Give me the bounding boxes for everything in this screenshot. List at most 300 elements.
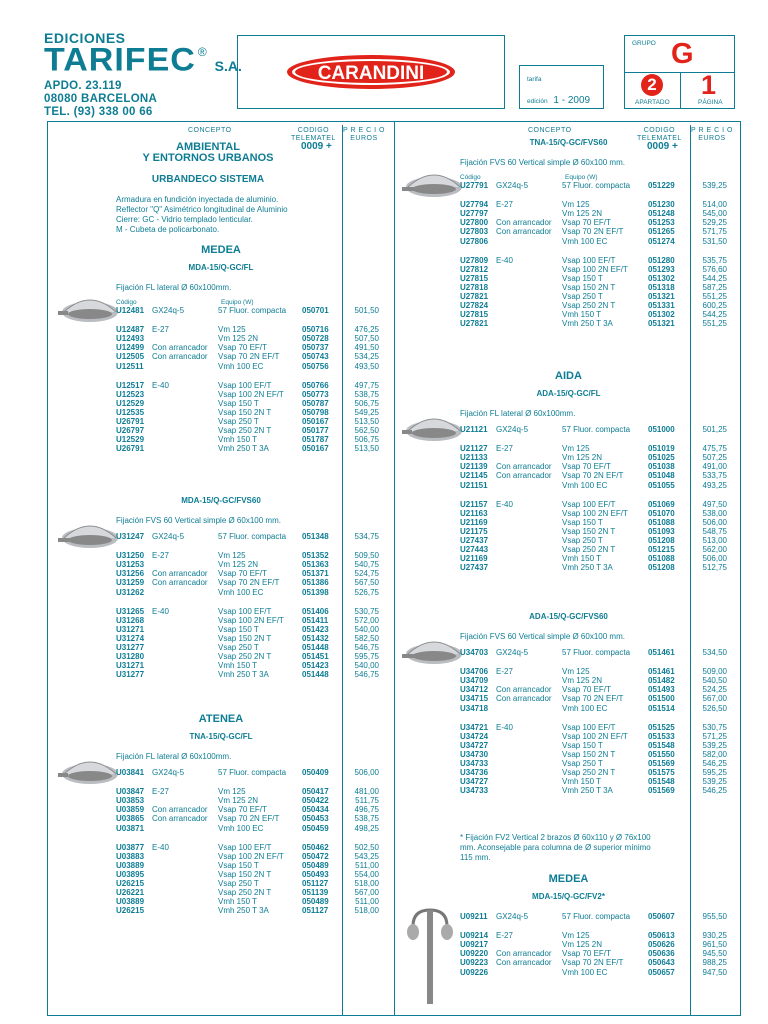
product-code: U31271 (116, 624, 145, 634)
table-row (395, 759, 742, 768)
price: 481,00 (354, 787, 379, 797)
product-code: U03847 (116, 787, 145, 797)
col-header-precio: P R E C I O EUROS (343, 127, 385, 142)
product-code: U31247 (116, 532, 145, 541)
table-row (48, 334, 394, 343)
equipment: Vsap 100 EF/T (218, 380, 272, 390)
product-code: U21157 (460, 499, 488, 509)
equipment: Vsap 70 EF/T (218, 343, 267, 353)
table-row (395, 292, 742, 301)
table-row (395, 931, 742, 940)
product-code: U31259 (116, 578, 145, 588)
lamp-base: E-27 (152, 787, 169, 797)
lamp-base: GX24q-5 (496, 912, 529, 921)
equipment: Vsap 70 2N EF/T (218, 352, 280, 362)
product-code: U21127 (460, 444, 488, 454)
table-row (395, 527, 742, 536)
table-row (395, 554, 742, 563)
brand-name: TARIFEC (44, 41, 196, 79)
table-row (395, 750, 742, 759)
equipment: 57 Fluor. compacta (218, 306, 287, 315)
equipment: Vsap 100 EF/T (218, 606, 272, 616)
product-code: U34730 (460, 749, 489, 759)
codigo-label: Código (116, 299, 137, 306)
price: 530,75 (702, 722, 727, 732)
table-row (48, 906, 394, 915)
price: 526,75 (354, 587, 379, 597)
product-code: U09211 (460, 912, 488, 921)
telematel-code: 050459 (302, 823, 329, 833)
equipment: Vm 125 2N (562, 453, 603, 463)
telematel-code: 051411 (302, 615, 329, 625)
price: 476,25 (354, 325, 379, 335)
lamp-base: E-27 (496, 667, 513, 677)
price: 540,00 (354, 624, 379, 634)
price: 491,00 (702, 462, 727, 472)
telematel-code: 050613 (648, 931, 675, 941)
equipment: Vsap 100 2N EF/T (562, 731, 628, 741)
price: 540,00 (354, 661, 379, 671)
product-code: U34727 (460, 740, 489, 750)
product-code: U03889 (116, 897, 145, 907)
table-row (48, 787, 394, 796)
equipment: Vm 125 2N (562, 940, 603, 950)
product-code: U26215 (116, 906, 145, 916)
product-code: U31250 (116, 551, 145, 561)
table-row (48, 408, 394, 417)
lamp-base: E-40 (152, 842, 169, 852)
lamp-base: GX24q-5 (496, 181, 529, 190)
lamp-base: E-27 (496, 200, 513, 210)
product-code: U21169 (460, 554, 488, 564)
telematel-code: 050607 (648, 912, 675, 921)
price: 531,50 (702, 236, 727, 246)
product-code: U21121 (460, 425, 488, 434)
equipment: Vsap 150 T (562, 273, 603, 283)
lamp-base: Con arrancador (496, 949, 552, 959)
equipment: Vsap 100 2N EF/T (218, 389, 284, 399)
footnote: * Fijación FV2 Vertical 2 brazos Ø 60x110 y Ø 76x100 mm. Aconsejable para columna de Ø superior mínimo 115 mm. (460, 833, 651, 862)
equipment: Vmh 150 T (218, 661, 257, 671)
telematel-code: 051139 (302, 888, 329, 898)
telematel-code: 050409 (302, 768, 329, 777)
product-code: U21139 (460, 462, 488, 472)
price: 497,75 (354, 380, 379, 390)
price: 538,75 (354, 389, 379, 399)
product-code: U26221 (116, 888, 145, 898)
telematel-code: 051230 (648, 200, 675, 210)
table-row (395, 723, 742, 732)
pagina-value: 1 (701, 70, 717, 100)
equipment: Vsap 150 2N T (562, 282, 616, 292)
telematel-code: 050756 (302, 361, 329, 371)
price: 551,25 (702, 292, 727, 301)
table-row (48, 569, 394, 578)
price: 600,25 (702, 301, 727, 311)
product-code: U31277 (116, 670, 145, 680)
price: 506,00 (702, 554, 727, 564)
carandini-logo (285, 53, 457, 91)
price: 539,25 (702, 181, 727, 190)
grupo-box (624, 35, 735, 109)
price: 524,25 (702, 685, 727, 695)
product-code: U03877 (116, 842, 145, 852)
product-code: U03865 (116, 814, 145, 824)
telematel-code: 051318 (648, 282, 675, 292)
product-code: U12493 (116, 334, 145, 344)
price: 526,50 (702, 703, 727, 713)
table-row (48, 306, 394, 315)
price: 511,00 (355, 897, 379, 907)
table-row (395, 237, 742, 246)
equipment: Vm 125 (218, 551, 246, 561)
product-code: U03871 (116, 823, 145, 833)
lamp-base: Con arrancador (152, 569, 208, 579)
telematel-code: 051127 (302, 879, 329, 888)
price: 534,50 (702, 648, 727, 657)
equipment: Vsap 150 T (218, 398, 259, 408)
table-row (395, 481, 742, 490)
equipment: Vsap 250 T (218, 417, 259, 426)
telematel-code: 051406 (302, 606, 329, 616)
telematel-code: 051432 (302, 633, 329, 643)
table-row (395, 471, 742, 480)
equipment: 57 Fluor. compacta (218, 768, 287, 777)
product-name: MEDEA (201, 244, 241, 256)
product-code: U21151 (460, 480, 488, 490)
equipment: Vsap 70 2N EF/T (562, 958, 624, 968)
price: 513,00 (702, 536, 727, 545)
price: 546,75 (354, 670, 379, 680)
price: 534,25 (354, 352, 379, 362)
edicion-value: 1 - 2009 (553, 95, 591, 106)
description: Armadura en fundición inyectada de aluminio. Reflector "Q" Asimétrico longitudinal de Aluminio Cierre: GC - Vidrio templado lenticular. M - Cubeta de policarbonato. (116, 195, 288, 234)
lamp-base: E-40 (496, 722, 513, 732)
product-code: U27803 (460, 227, 489, 237)
product-code: U34709 (460, 676, 489, 686)
table-row (48, 824, 394, 833)
equipment: Vsap 250 T (562, 292, 603, 301)
equipment: Vsap 150 T (562, 740, 603, 750)
model-code: ADA-15/Q-GC/FVS60 (529, 612, 608, 621)
product-code: U31277 (116, 643, 145, 652)
price: 513,50 (354, 444, 379, 454)
price: 582,00 (702, 749, 727, 759)
telematel-code: 051423 (302, 624, 329, 634)
lamp-base: GX24q-5 (496, 648, 529, 657)
telematel-code: 051448 (302, 643, 329, 652)
telematel-code: 051363 (302, 560, 329, 570)
table-row (395, 509, 742, 518)
price: 567,50 (354, 578, 379, 588)
telematel-code: 050167 (302, 417, 329, 426)
lamp-base: GX24q-5 (152, 532, 185, 541)
telematel-code: 051038 (648, 462, 675, 472)
telematel-code: 050716 (302, 325, 329, 335)
col-header-precio: P R E C I O EUROS (691, 127, 733, 142)
telematel-code: 051127 (302, 906, 329, 916)
telematel-code: 051575 (648, 768, 675, 778)
table-row (395, 786, 742, 795)
product-code: U27800 (460, 218, 489, 228)
price: 551,25 (702, 319, 727, 329)
registered-mark: ® (197, 45, 207, 59)
lamp-base: Con arrancador (152, 814, 208, 824)
product-code: U31253 (116, 560, 145, 570)
price: 544,25 (702, 273, 727, 283)
price: 543,25 (354, 851, 379, 861)
table-row (48, 588, 394, 597)
telematel-code: 050743 (302, 352, 329, 362)
equipment: Vm 125 2N (218, 560, 259, 570)
product-code: U12487 (116, 325, 145, 335)
table-row (395, 256, 742, 265)
lamp-base: E-27 (496, 931, 513, 941)
product-code: U27794 (460, 200, 489, 210)
table-row (48, 343, 394, 352)
telematel-code: 051229 (648, 181, 675, 190)
table-row (48, 805, 394, 814)
table-row (48, 616, 394, 625)
telematel-code: 051482 (648, 676, 675, 686)
product-code: U31280 (116, 652, 145, 662)
product-code: U03841 (116, 768, 145, 777)
telematel-code: 051302 (648, 310, 675, 320)
table-row (395, 685, 742, 694)
codigo-prefix: 0009 + (647, 141, 678, 152)
product-code: U27791 (460, 181, 489, 190)
price: 511,75 (355, 796, 379, 806)
equipment: Vsap 100 2N EF/T (562, 264, 628, 274)
equipment: Vsap 100 2N EF/T (218, 851, 284, 861)
equipment: Vm 125 (562, 931, 590, 941)
telematel-code: 051000 (648, 425, 675, 434)
telematel-code: 051253 (648, 218, 675, 228)
table-row (395, 667, 742, 676)
table-row (48, 861, 394, 870)
table-row (48, 625, 394, 634)
product-code: U21145 (460, 471, 488, 481)
telematel-code: 051525 (648, 722, 675, 732)
telematel-code: 050701 (302, 306, 329, 315)
telematel-code: 050434 (302, 805, 329, 815)
right-column (395, 122, 742, 1015)
product-code: U09220 (460, 949, 489, 959)
table-row (395, 319, 742, 328)
product-code: U12523 (116, 389, 145, 399)
price: 538,00 (702, 508, 727, 518)
product-code: U26791 (116, 417, 145, 426)
table-row (48, 607, 394, 616)
price: 530,75 (354, 606, 379, 616)
telematel-code: 051533 (648, 731, 675, 741)
equipment: Vsap 250 T (218, 879, 259, 888)
edicion-row (527, 95, 590, 106)
equipment: Vsap 100 EF/T (218, 842, 272, 852)
table-row (48, 796, 394, 805)
table-row (48, 444, 394, 453)
price: 955,50 (702, 912, 727, 921)
price: 509,50 (354, 551, 379, 561)
edicion-label: edición (527, 98, 548, 105)
product-code: U03859 (116, 805, 145, 815)
product-code: U34736 (460, 768, 489, 778)
product-code: U12529 (116, 435, 145, 445)
table-row (395, 301, 742, 310)
price: 502,50 (354, 842, 379, 852)
equipment: Vsap 250 2N T (562, 301, 616, 311)
lamp-base: GX24q-5 (152, 768, 185, 777)
table-row (395, 265, 742, 274)
product-code: U21163 (460, 508, 488, 518)
product-code: U21169 (460, 517, 488, 527)
telematel-code: 051386 (302, 578, 329, 588)
product-code: U27821 (460, 292, 489, 301)
telematel-code: 051088 (648, 554, 675, 564)
telematel-code: 051302 (648, 273, 675, 283)
product-code: U27821 (460, 319, 489, 329)
product-code: U31274 (116, 633, 145, 643)
table-row (395, 648, 742, 657)
table-row (48, 578, 394, 587)
telematel-code: 050422 (302, 796, 329, 806)
equipment: Vmh 250 T 3A (562, 563, 613, 573)
telematel-code: 051280 (648, 255, 675, 265)
telematel-code: 051548 (648, 777, 675, 787)
fixing-note: Fijación FL lateral Ø 60x100mm. (116, 283, 232, 292)
model-code: MDA-15/Q-GC/FV2* (532, 892, 605, 901)
product-code: U26791 (116, 444, 145, 454)
table-row (395, 462, 742, 471)
product-code: U27818 (460, 282, 489, 292)
table-row (48, 381, 394, 390)
equipment: Vsap 150 2N T (562, 749, 616, 759)
price: 524,75 (354, 569, 379, 579)
table-row (48, 879, 394, 888)
table-row (395, 777, 742, 786)
codigo-prefix: 0009 + (301, 141, 332, 152)
equipment: Vm 125 (562, 444, 590, 454)
equipment: Vsap 100 EF/T (562, 255, 616, 265)
equipment: Vsap 150 T (218, 860, 259, 870)
price: 961,50 (702, 940, 727, 950)
equipment: Vmh 250 T 3A (218, 444, 269, 454)
table-row (395, 968, 742, 977)
col-header-codigo: CODIGO TELEMATEL (637, 127, 682, 142)
brand-sa: S.A. (214, 58, 242, 74)
telematel-code: 050493 (302, 869, 329, 879)
price: 571,25 (702, 731, 727, 741)
table-row (395, 741, 742, 750)
product-code: U12529 (116, 398, 145, 408)
price: 567,00 (702, 694, 727, 704)
price: 544,25 (702, 310, 727, 320)
product-code: U12505 (116, 352, 145, 362)
telematel-code: 051025 (648, 453, 675, 463)
table-row (395, 676, 742, 685)
table-row (395, 940, 742, 949)
equipment: Vmh 150 T (562, 554, 601, 564)
equipment: Vmh 150 T (562, 777, 601, 787)
equipment: Vsap 70 2N EF/T (218, 578, 280, 588)
equipment: Vmh 100 EC (218, 361, 264, 371)
table-row (48, 551, 394, 560)
product-code: U09214 (460, 931, 489, 941)
equipment: Vm 125 2N (218, 334, 259, 344)
telematel-code: 050773 (302, 389, 329, 399)
telematel-code: 050417 (302, 787, 329, 797)
fixing-note: Fijación FL lateral Ø 60x100mm. (116, 752, 232, 761)
telematel-code: 051548 (648, 740, 675, 750)
heading-ambiental: AMBIENTAL (176, 141, 240, 153)
equipment: Vsap 250 2N T (218, 888, 272, 898)
telematel-code: 050766 (302, 380, 329, 390)
price: 930,25 (702, 931, 727, 941)
product-code: U27812 (460, 264, 489, 274)
telematel-code: 051248 (648, 209, 675, 219)
price: 491,50 (354, 343, 379, 353)
product-code: U31265 (116, 606, 145, 616)
lamp-base: Con arrancador (152, 578, 208, 588)
lamp-base: GX24q-5 (496, 425, 529, 434)
telematel-code: 051055 (648, 480, 675, 490)
product-code: U03889 (116, 860, 145, 870)
equipment: Vmh 250 T 3A (218, 670, 269, 680)
model-code: TNA-15/Q-GC/FVS60 (529, 138, 608, 147)
telematel-code: 050636 (648, 949, 675, 959)
logo-text: CARANDINI (317, 63, 425, 84)
equipment: Vmh 150 T (218, 435, 257, 445)
telematel-code: 051461 (648, 667, 675, 677)
table-row (48, 634, 394, 643)
price: 945,50 (702, 949, 727, 959)
telematel-code: 050657 (648, 967, 675, 977)
price: 595,25 (702, 768, 727, 778)
price: 587,25 (702, 282, 727, 292)
table-row (48, 399, 394, 408)
product-code: U27797 (460, 209, 489, 219)
price: 546,25 (702, 759, 727, 768)
equipment: Vm 125 2N (562, 209, 603, 219)
table-row (395, 500, 742, 509)
product-code: U26797 (116, 426, 145, 436)
table-row (395, 218, 742, 227)
grupo-label: GRUPO (632, 40, 656, 47)
lamp-base: Con arrancador (496, 462, 552, 472)
left-column (48, 122, 395, 1015)
table-row (395, 958, 742, 967)
telematel-code: 050472 (302, 851, 329, 861)
price: 538,75 (354, 814, 379, 824)
fixing-note: Fijación FVS 60 Vertical simple Ø 60x100 mm. (460, 158, 625, 167)
equipment: Vsap 100 2N EF/T (562, 508, 628, 518)
price: 507,50 (354, 334, 379, 344)
price: 506,00 (354, 768, 379, 777)
table-row (48, 814, 394, 823)
telematel-code: 051093 (648, 526, 675, 536)
price: 509,00 (702, 667, 727, 677)
table-row (48, 352, 394, 361)
equipment: Vm 125 (562, 200, 590, 210)
product-code: U09223 (460, 958, 489, 968)
price: 595,75 (354, 652, 379, 662)
telematel-code: 050798 (302, 407, 329, 417)
equipment: Vmh 250 T 3A (562, 319, 613, 329)
equipment: Vsap 100 2N EF/T (218, 615, 284, 625)
product-code: U03853 (116, 796, 145, 806)
lamp-base: E-40 (496, 255, 513, 265)
lamp-base: E-40 (496, 499, 513, 509)
